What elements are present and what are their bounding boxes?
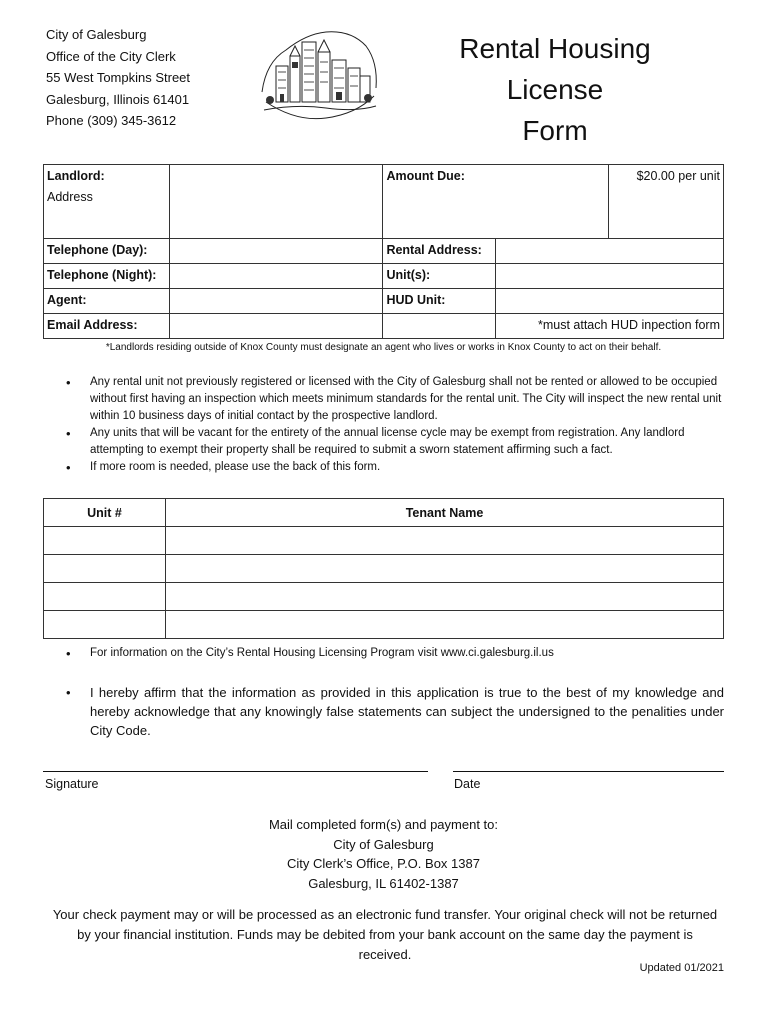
- signature-line[interactable]: [43, 771, 428, 772]
- amount-due-label: Amount Due:: [383, 165, 609, 239]
- telephone-night-field[interactable]: [169, 264, 382, 289]
- email-label: Email Address:: [44, 314, 170, 339]
- form-title: [430, 28, 680, 151]
- city-skyline-logo: [256, 22, 382, 130]
- telephone-day-field[interactable]: [169, 239, 382, 264]
- signature-label: Signature: [45, 777, 99, 791]
- address-line: Office of the City Clerk: [46, 48, 176, 64]
- updated-date: Updated 01/2021: [639, 962, 724, 974]
- unit-cell[interactable]: [44, 555, 166, 583]
- list-item: • For information on the City’s Rental Housing Licensing Program visit www.ci.galesburg.il.us: [66, 645, 724, 662]
- agent-note: *Landlords residing outside of Knox County must designate an agent who lives or works in Knox County to act on their behalf.: [105, 342, 662, 353]
- mail-line: City Clerk’s Office, P.O. Box 1387: [287, 856, 480, 871]
- landlord-field[interactable]: [169, 165, 382, 239]
- unit-column-header: Unit #: [44, 499, 166, 527]
- tenant-table: [43, 498, 724, 639]
- list-item: • Any rental unit not previously registered or licensed with the City of Galesburg shall not be rented or allowed to be occupied without first having an inspection which meets minimum standards for the rental unit. The City will inspect the new rental unit within 10 business days of initial contact by the prospective landlord.: [66, 374, 724, 425]
- date-label: Date: [454, 777, 481, 791]
- landlord-info-table: [43, 164, 724, 339]
- units-label: Unit(s):: [383, 264, 496, 289]
- agent-label: Agent:: [44, 289, 170, 314]
- list-item: • Any units that will be vacant for the entirety of the annual license cycle may be exempt from registration. Any landlord attempting to exempt their property shall be required to submit a sworn statement affirming such a fact.: [66, 425, 724, 459]
- mail-line: Mail completed form(s) and payment to:: [268, 817, 499, 832]
- tenant-column-header: Tenant Name: [166, 499, 724, 527]
- hud-unit-label: HUD Unit:: [383, 289, 496, 314]
- info-list: [66, 645, 724, 662]
- table-row: [44, 583, 724, 611]
- rental-address-field[interactable]: [496, 239, 724, 264]
- agent-field[interactable]: [169, 289, 382, 314]
- email-field[interactable]: [169, 314, 382, 339]
- table-row: [44, 527, 724, 555]
- unit-cell[interactable]: [44, 583, 166, 611]
- title-line: Rental Housing: [459, 33, 651, 64]
- table-row: [44, 611, 724, 639]
- telephone-night-label: Telephone (Night):: [44, 264, 170, 289]
- address-line: Galesburg, Illinois 61401: [46, 91, 190, 107]
- affirmation-list: [66, 683, 724, 740]
- city-address-block: [46, 24, 190, 132]
- tenant-cell[interactable]: [166, 583, 724, 611]
- hud-unit-field[interactable]: [496, 289, 724, 314]
- mail-line: Galesburg, IL 61402-1387: [308, 875, 459, 891]
- units-field[interactable]: [496, 264, 724, 289]
- date-line[interactable]: [453, 771, 724, 772]
- tenant-cell[interactable]: [166, 555, 724, 583]
- mail-line: City of Galesburg: [333, 836, 434, 852]
- title-line: License: [506, 74, 604, 105]
- title-line: Form: [522, 115, 588, 146]
- address-line: City of Galesburg: [46, 27, 147, 42]
- unit-cell[interactable]: [44, 527, 166, 555]
- mailing-instructions: [43, 815, 724, 893]
- list-item: • If more room is needed, please use the back of this form.: [66, 459, 724, 476]
- address-line: 55 West Tompkins Street: [46, 70, 191, 85]
- address-label: Address: [47, 190, 93, 204]
- unit-cell[interactable]: [44, 611, 166, 639]
- address-line: Phone (309) 345-3612: [46, 113, 177, 128]
- telephone-day-label: Telephone (Day):: [44, 239, 170, 264]
- hud-note: *must attach HUD inpection form: [496, 314, 724, 339]
- check-payment-notice: Your check payment may or will be processed as an electronic fund transfer. Your original check will not be returned by your financial institution. Funds may be debited from your bank account on the same day the payment is received.: [52, 907, 718, 962]
- tenant-cell[interactable]: [166, 527, 724, 555]
- table-row: [44, 555, 724, 583]
- instructions-list: [66, 374, 724, 476]
- email-extra-field[interactable]: [383, 314, 496, 339]
- rental-address-label: Rental Address:: [383, 239, 496, 264]
- amount-due-value: $20.00 per unit: [609, 165, 724, 239]
- list-item: • I hereby affirm that the information as provided in this application is true to the best of my knowledge and hereby acknowledge that any knowingly false statements can subject the undersigned to the penalities under City Code.: [66, 683, 724, 740]
- tenant-cell[interactable]: [166, 611, 724, 639]
- landlord-label: Landlord: Address: [44, 165, 170, 239]
